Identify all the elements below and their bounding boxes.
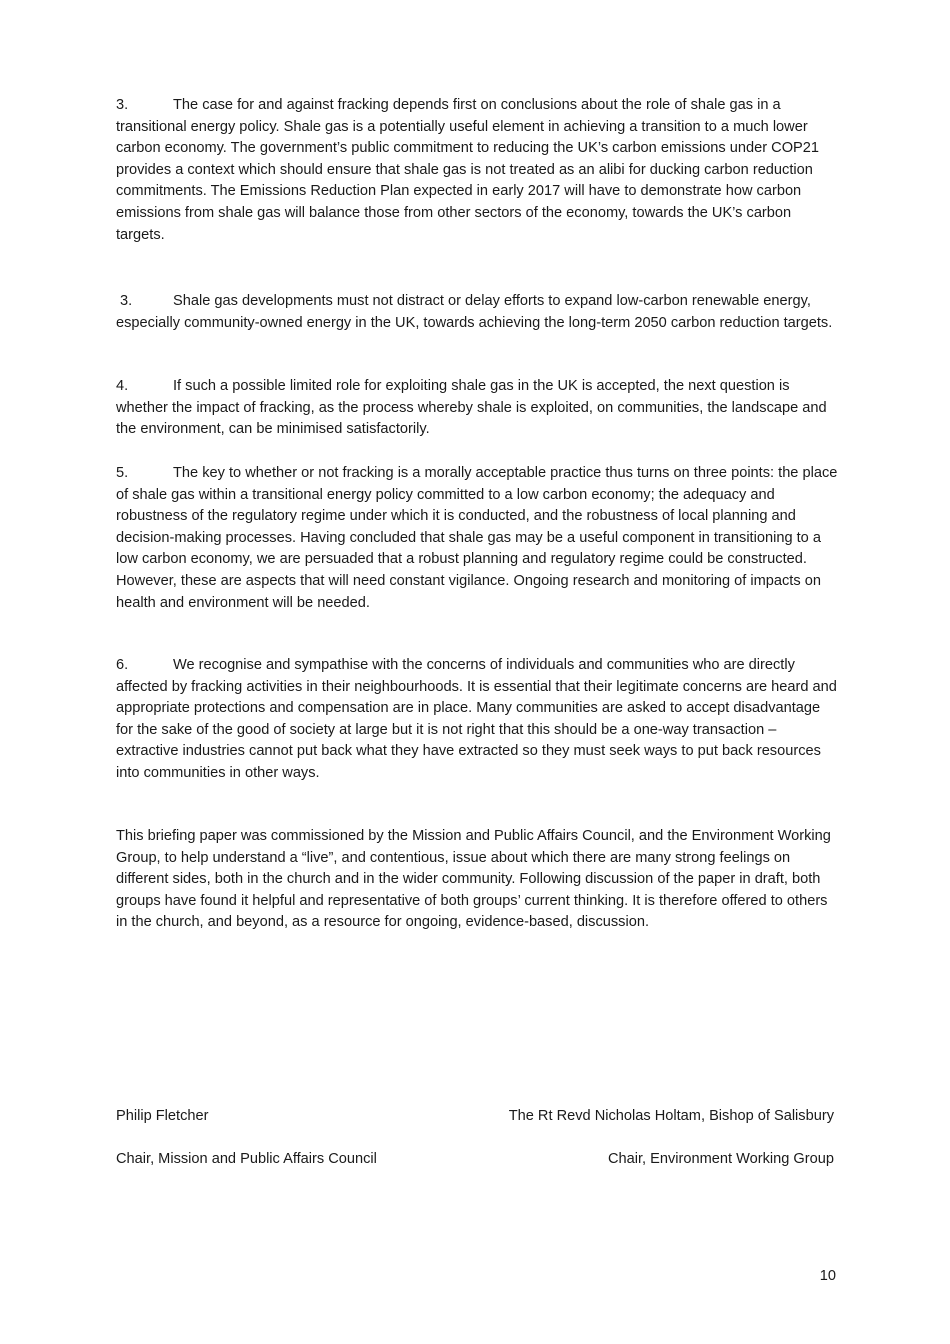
paragraph-text: We recognise and sympathise with the concerns of individuals and communities who are directly affected by fracking activities in their neighbourhoods. It is essential that their legitimate concerns are heard and appropriate protections and compensation are in place. Many communities are asked to accept disadvantage for the sake of the good of society at large but it is not right that this should be a one-way transaction – extractive industries cannot put back what they have extracted so they must seek ways to put back resources into communities in other ways. (116, 657, 837, 781)
paragraph-3-renewables (116, 291, 841, 334)
paragraph-text: The case for and against fracking depends first on conclusions about the role of shale gas in a transitional energy policy. Shale gas is a potentially useful element in achieving a transition to a much lower carbon economy. The government’s public commitment to reducing the UK’s carbon emissions under COP21 provides a context which should ensure that shale gas is not treated as an alibi for ducking carbon reduction commitments. The Emissions Reduction Plan expected in early 2017 will have to demonstrate how carbon emissions from shale gas will balance those from other sectors of the economy, towards the UK’s carbon targets. (116, 97, 820, 243)
signatory-left-role: Chair, Mission and Public Affairs Council (116, 1151, 377, 1167)
paragraph-number: 6. (116, 657, 129, 673)
paragraph-6-communities (116, 655, 841, 785)
paragraph-4-impact (116, 376, 841, 441)
signatory-left-name: Philip Fletcher (116, 1108, 209, 1124)
signatory-right-name: The Rt Revd Nicholas Holtam, Bishop of Salisbury (508, 1108, 834, 1124)
closing-note: This briefing paper was commissioned by the Mission and Public Affairs Council, and the Environment Working Group, to help understand a “live”, and contentious, issue about which there are many strong feelings on different sides, both in the church and in the wider community. Following discussion of the paper in draft, both groups have found it helpful and representative of both groups’ current thinking. It is therefore offered to others in the church, and beyond, as a resource for ongoing, evidence-based, discussion. (116, 828, 831, 931)
paragraph-text: The key to whether or not fracking is a morally acceptable practice thus turns on three points: the place of shale gas within a transitional energy policy committed to a low carbon economy; the adequacy and robustness of the regulatory regime under which it is conducted, and the robustness of local planning and decision-making processes. Having concluded that shale gas may be a useful component in transitioning to a low carbon economy, we are persuaded that a robust planning and regulatory regime could be constructed. However, these are aspects that will need constant vigilance. Ongoing research and monitoring of impacts on health and environment will be needed. (116, 465, 838, 611)
paragraph-number: 3. (120, 293, 133, 309)
paragraph-number: 3. (116, 97, 129, 113)
paragraph-text: Shale gas developments must not distract or delay efforts to expand low-carbon renewable energy, especially community-owned energy in the UK, towards achieving the long-term 2050 carbon reduction targets. (116, 293, 833, 331)
page-number: 10 (819, 1268, 836, 1284)
paragraph-3-fracking-case (116, 95, 841, 246)
signatory-right-role: Chair, Environment Working Group (607, 1151, 834, 1167)
paragraph-5-moral-acceptability (116, 463, 841, 614)
paragraph-number: 5. (116, 465, 129, 481)
paragraph-text: If such a possible limited role for exploiting shale gas in the UK is accepted, the next question is whether the impact of fracking, as the process whereby shale is exploited, on communities, the landscape and the environment, can be minimised satisfactorily. (116, 378, 827, 438)
paragraph-number: 4. (116, 378, 129, 394)
